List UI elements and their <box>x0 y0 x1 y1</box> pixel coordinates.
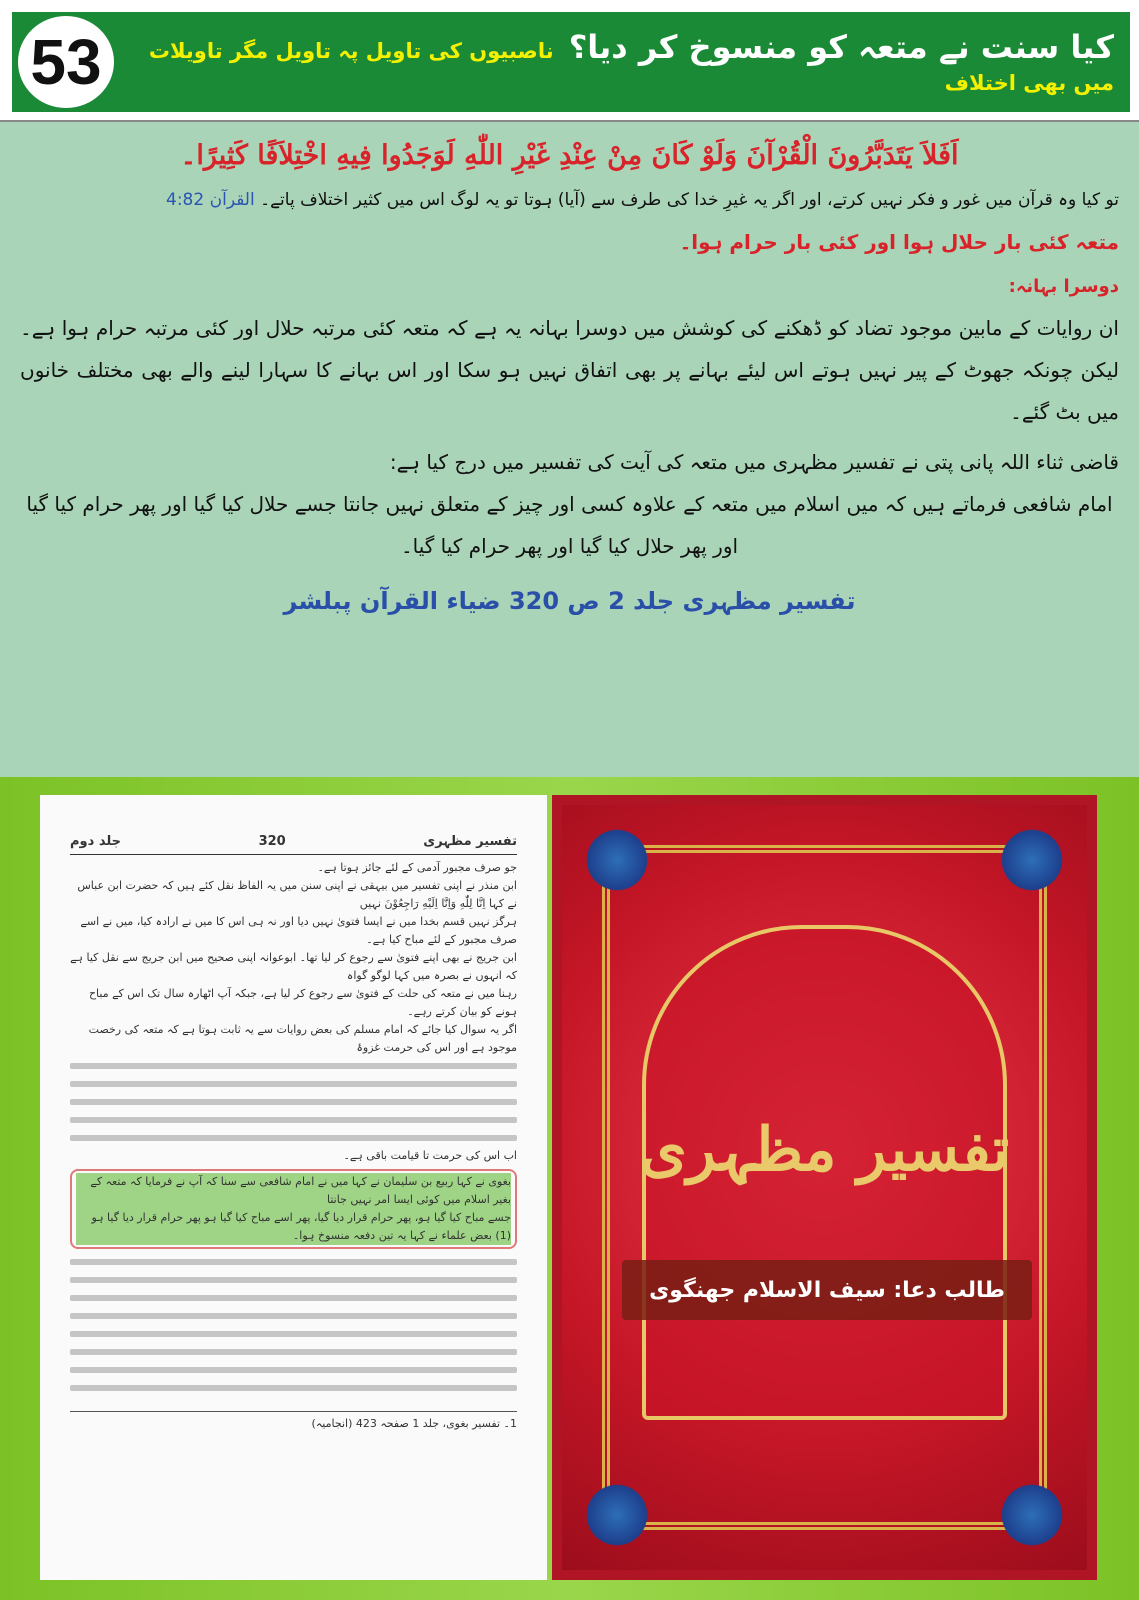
prayer-credit: طالب دعا: سیف الاسلام جھنگوی <box>622 1260 1032 1320</box>
scan-text-line <box>70 1307 517 1325</box>
subtitle: ناصبیوں کی تاویل پہ تاویل مگر تاویلات میں بھی اختلاف <box>148 39 1114 96</box>
corner-ornament-icon <box>582 825 652 895</box>
corner-ornament-icon <box>997 1480 1067 1550</box>
scanned-page <box>40 795 547 1580</box>
highlight-line: جسے مباح کیا گیا ہو، پھر حرام قرار دیا گیا، پھر اسے مباح کیا گیا ہو پھر حرام قرار دیا گیا ہو (1) بعض علماء نے کہا یہ تین دفعہ منسوخ ہوا۔ <box>76 1209 511 1245</box>
scan-line: ابن جریج نے بھی اپنے فتویٰ سے رجوع کر لیا تھا۔ ابوعوانہ اپنی صحیح میں ابن جریج سے نقل کیا ہے کہ انہوں نے بصرہ میں کہا لوگو گواہ <box>70 951 517 982</box>
header-frame <box>0 0 1139 122</box>
number-badge: 53 <box>18 16 114 108</box>
paragraph-3: امام شافعی فرماتے ہیں کہ میں اسلام میں متعہ کے علاوہ کسی اور چیز کے متعلق نہیں جانتا جسے حلال کیا گیا اور پھر حرام کیا گیا اور پھر حلال کیا گیا اور پھر حرام کیا گیا۔ <box>26 491 1113 558</box>
scan-text-line <box>70 1253 517 1271</box>
scan-line: جو صرف مجبور آدمی کے لئے جائز ہوتا ہے۔ <box>317 861 517 874</box>
scan-line: اب اس کی حرمت تا قیامت باقی ہے۔ <box>343 1149 517 1162</box>
scan-text-line <box>70 1111 517 1129</box>
title-text <box>128 26 1114 98</box>
claim-heading: متعہ کئی بار حلال ہوا اور کئی بار حرام ہوا۔ <box>679 229 1119 254</box>
scan-text-line <box>70 1289 517 1307</box>
book-title: تفسیر مظہری <box>639 1115 1010 1185</box>
scan-line: اگر یہ سوال کیا جائے کہ امام مسلم کی بعض روایات سے یہ ثابت ہوتا ہے کہ متعہ کی رخصت موجود ہے اور اس کی حرمت غزوۂ <box>88 1023 517 1054</box>
verse-translation <box>20 187 1119 214</box>
scan-line: رہنا میں نے متعہ کی حلت کے فتویٰ سے رجوع کر لیا ہے، جبکہ آپ اٹھارہ سال تک اس کے مباح ہونے کو بیان کرتے رہے۔ <box>88 987 517 1018</box>
scan-text-line <box>70 1129 517 1147</box>
scan-header <box>70 833 517 855</box>
scan-line: ابن منذر نے اپنی تفسیر میں بیہقی نے اپنی سنن میں یہ الفاظ نقل کئے ہیں کہ حضرت ابن عباس نے کہا اِنَّا لِلّٰهِ وَاِنَّا اِلَيْهِ رَاجِعُوْنَ نہیں <box>77 879 517 910</box>
quran-verse: اَفَلاَ یَتَدَبَّرُونَ الْقُرْآنَ وَلَوْ كَانَ مِنْ عِنْدِ غَيْرِ اللّٰهِ لَوَجَدُوا فِيهِ اخْتِلاَفًا كَثِيرًا۔ <box>180 140 959 171</box>
scan-footnote: 1۔ تفسیر بغوی، جلد 1 صفحہ 423 (انجامیہ) <box>70 1411 517 1433</box>
scan-text-line <box>70 1379 517 1397</box>
corner-ornament-icon <box>997 825 1067 895</box>
scan-book-title: تفسیر مظہری <box>423 834 517 849</box>
translation-text: تو کیا وہ قرآن میں غور و فکر نہیں کرتے، اور اگر یہ غیرِ خدا کی طرف سے (آیا) ہوتا تو یہ لوگ اس میں کثیر اختلاف پاتے۔ <box>260 189 1119 210</box>
main-title: کیا سنت نے متعہ کو منسوخ کر دیا؟ <box>568 28 1114 67</box>
scan-text-line <box>70 1075 517 1093</box>
scan-page-number: 320 <box>258 834 286 849</box>
book-cover <box>552 795 1097 1580</box>
highlighted-quote <box>70 1169 517 1249</box>
scan-volume: جلد دوم <box>70 834 122 849</box>
scan-text-line <box>70 1057 517 1075</box>
scan-text-line <box>70 1343 517 1361</box>
highlight-line: بغوی نے کہا ربیع بن سلیمان نے کہا میں نے امام شافعی سے سنا کہ آپ نے فرمایا کہ متعہ کے بغیر اسلام میں کوئی ایسا امر نہیں جانتا <box>76 1173 511 1209</box>
scan-text-line <box>70 1093 517 1111</box>
scan-line: ہرگز نہیں قسم بخدا میں نے ایسا فتویٰ نہیں دیا اور نہ ہی اس کا میں نے ارادہ کیا، میں نے اسے صرف مجبور کے لئے مباح کیا ہے۔ <box>80 915 517 946</box>
source-citation: تفسیر مظہری جلد 2 ص 320 ضیاء القرآن پبلشر <box>283 586 856 615</box>
scan-text-line <box>70 1361 517 1379</box>
scan-text-line <box>70 1325 517 1343</box>
verse-reference: القرآن 4:82 <box>166 189 255 210</box>
title-banner <box>12 12 1130 112</box>
section-heading: دوسرا بہانہ: <box>1008 275 1119 297</box>
paragraph-1: ان روایات کے مابین موجود تضاد کو ڈھکنے کی کوشش میں دوسرا بہانہ یہ ہے کہ متعہ کئی مرتبہ حلال اور کئی مرتبہ حرام ہوا ہے۔ لیکن چونکہ جھوٹ کے پیر نہیں ہوتے اس لیئے بہانے پر بھی اتفاق نہیں ہو سکا اور اس بہانے کا سہارا لینے والے بھی مختلف خانوں میں بٹ گئے۔ <box>20 315 1119 424</box>
evidence-section <box>0 777 1139 1600</box>
paragraph-2: قاضی ثناء اللہ پانی پتی نے تفسیر مظہری میں متعہ کی آیت کی تفسیر میں درج کیا ہے: <box>389 449 1119 474</box>
text-section <box>0 122 1139 777</box>
corner-ornament-icon <box>582 1480 652 1550</box>
scan-text-line <box>70 1271 517 1289</box>
